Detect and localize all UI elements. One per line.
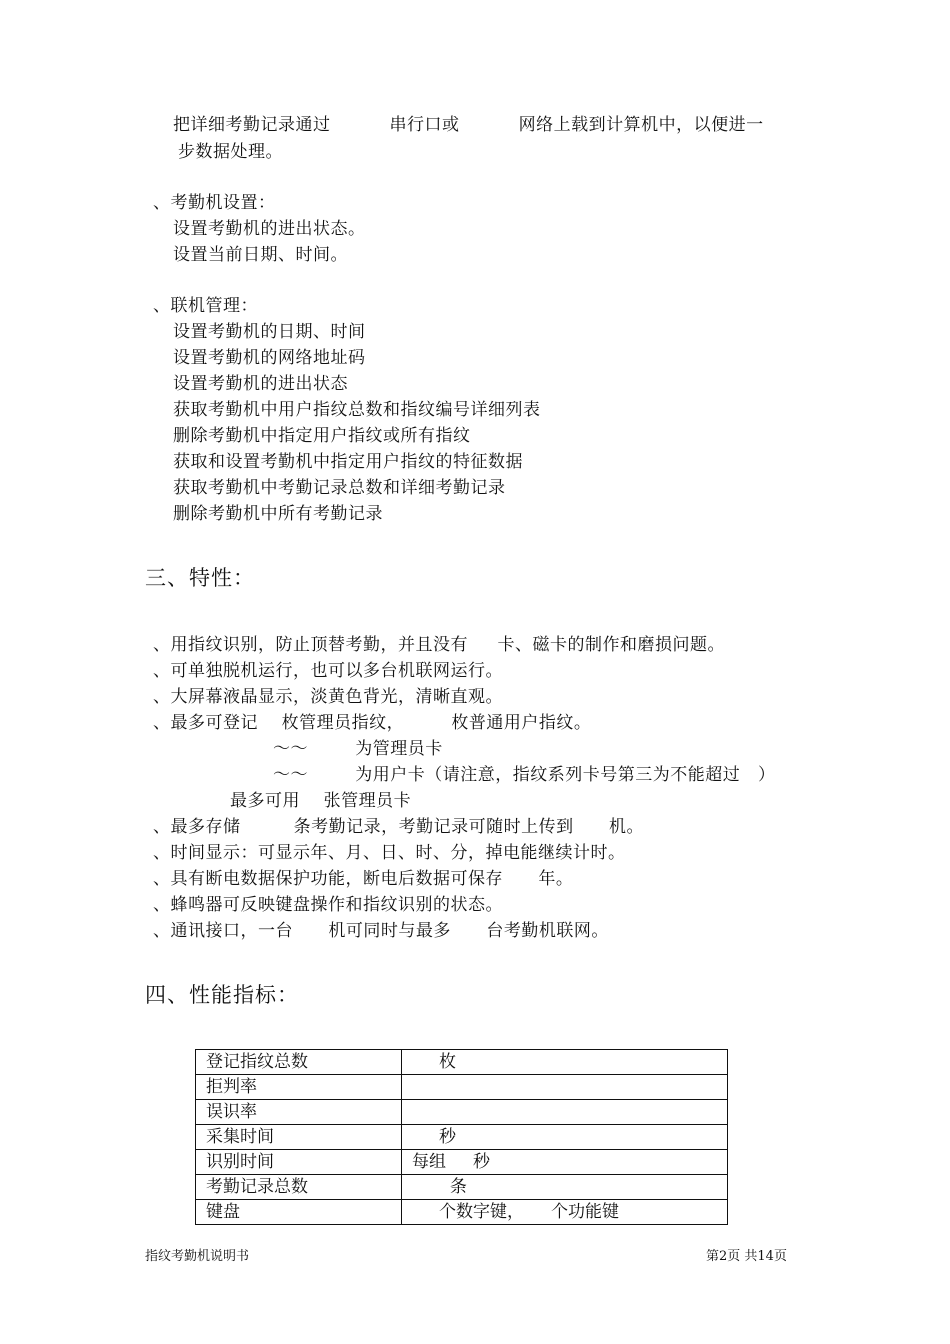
section-title-features: 三、特性： [145,566,255,590]
feature-item: 、大屏幕液晶显示，淡黄色背光，清晰直观。 [153,687,503,707]
table-key: 误识率 [196,1100,402,1125]
feature-item: 、具有断电数据保护功能，断电后数据可保存 年。 [153,869,574,889]
table-value: 个数字键， 个功能键 [402,1200,728,1225]
text-line: 设置考勤机的日期、时间 [173,322,366,342]
text-line: 获取考勤机中用户指纹总数和指纹编号详细列表 [173,400,541,420]
feature-subitem: ～～ 为管理员卡 [273,739,443,759]
text-line: 设置考勤机的进出状态。 [173,219,366,239]
table-row [196,1075,728,1100]
table-value: 条 [402,1175,728,1200]
performance-table [195,1049,728,1225]
table-key: 识别时间 [196,1150,402,1175]
table-value: 枚 [402,1050,728,1075]
feature-item: 、蜂鸣器可反映键盘操作和指纹识别的状态。 [153,895,503,915]
feature-subitem: ～～ 为用户卡（请注意，指纹系列卡号第三为不能超过 ） [273,765,776,785]
table-row [196,1150,728,1175]
table-key: 键盘 [196,1200,402,1225]
table-key: 采集时间 [196,1125,402,1150]
feature-item: 、用指纹识别，防止顶替考勤，并且没有 卡、磁卡的制作和磨损问题。 [153,635,726,655]
text-line: 设置当前日期、时间。 [173,245,348,265]
feature-item: 、可单独脱机运行，也可以多台机联网运行。 [153,661,503,681]
feature-item: 、时间显示：可显示年、月、日、时、分，掉电能继续计时。 [153,843,626,863]
feature-subitem: 最多可用 张管理员卡 [230,791,412,811]
table-key: 拒判率 [196,1075,402,1100]
text-line: 设置考勤机的网络地址码 [173,348,366,368]
footer-page-number: 第2页 共14页 [706,1249,787,1264]
text-line: 删除考勤机中所有考勤记录 [173,504,383,524]
table-key: 考勤记录总数 [196,1175,402,1200]
subsection-title: 、考勤机设置： [153,193,276,213]
table-row [196,1175,728,1200]
feature-item: 、最多可登记 枚管理员指纹， 枚普通用户指纹。 [153,713,592,733]
text-line: 删除考勤机中指定用户指纹或所有指纹 [173,426,471,446]
section-title-performance: 四、性能指标： [145,983,299,1007]
table-value: 每组 秒 [402,1150,728,1175]
table-row [196,1050,728,1075]
feature-item: 、通讯接口，一台 机可同时与最多 台考勤机联网。 [153,921,609,941]
table-row [196,1125,728,1150]
table-row [196,1100,728,1125]
table-value [402,1100,728,1125]
feature-item: 、最多存储 条考勤记录，考勤记录可随时上传到 机。 [153,817,645,837]
text-line: 获取考勤机中考勤记录总数和详细考勤记录 [173,478,506,498]
text-line: 步数据处理。 [178,142,283,162]
table-value: 秒 [402,1125,728,1150]
footer-doc-title: 指纹考勤机说明书 [145,1249,250,1264]
table-row [196,1200,728,1225]
text-line: 设置考勤机的进出状态 [173,374,348,394]
table-key: 登记指纹总数 [196,1050,402,1075]
subsection-title: 、联机管理： [153,296,258,316]
text-line: 把详细考勤记录通过 串行口或 网络上载到计算机中，以便进一 [173,115,764,135]
text-line: 获取和设置考勤机中指定用户指纹的特征数据 [173,452,523,472]
table-value [402,1075,728,1100]
